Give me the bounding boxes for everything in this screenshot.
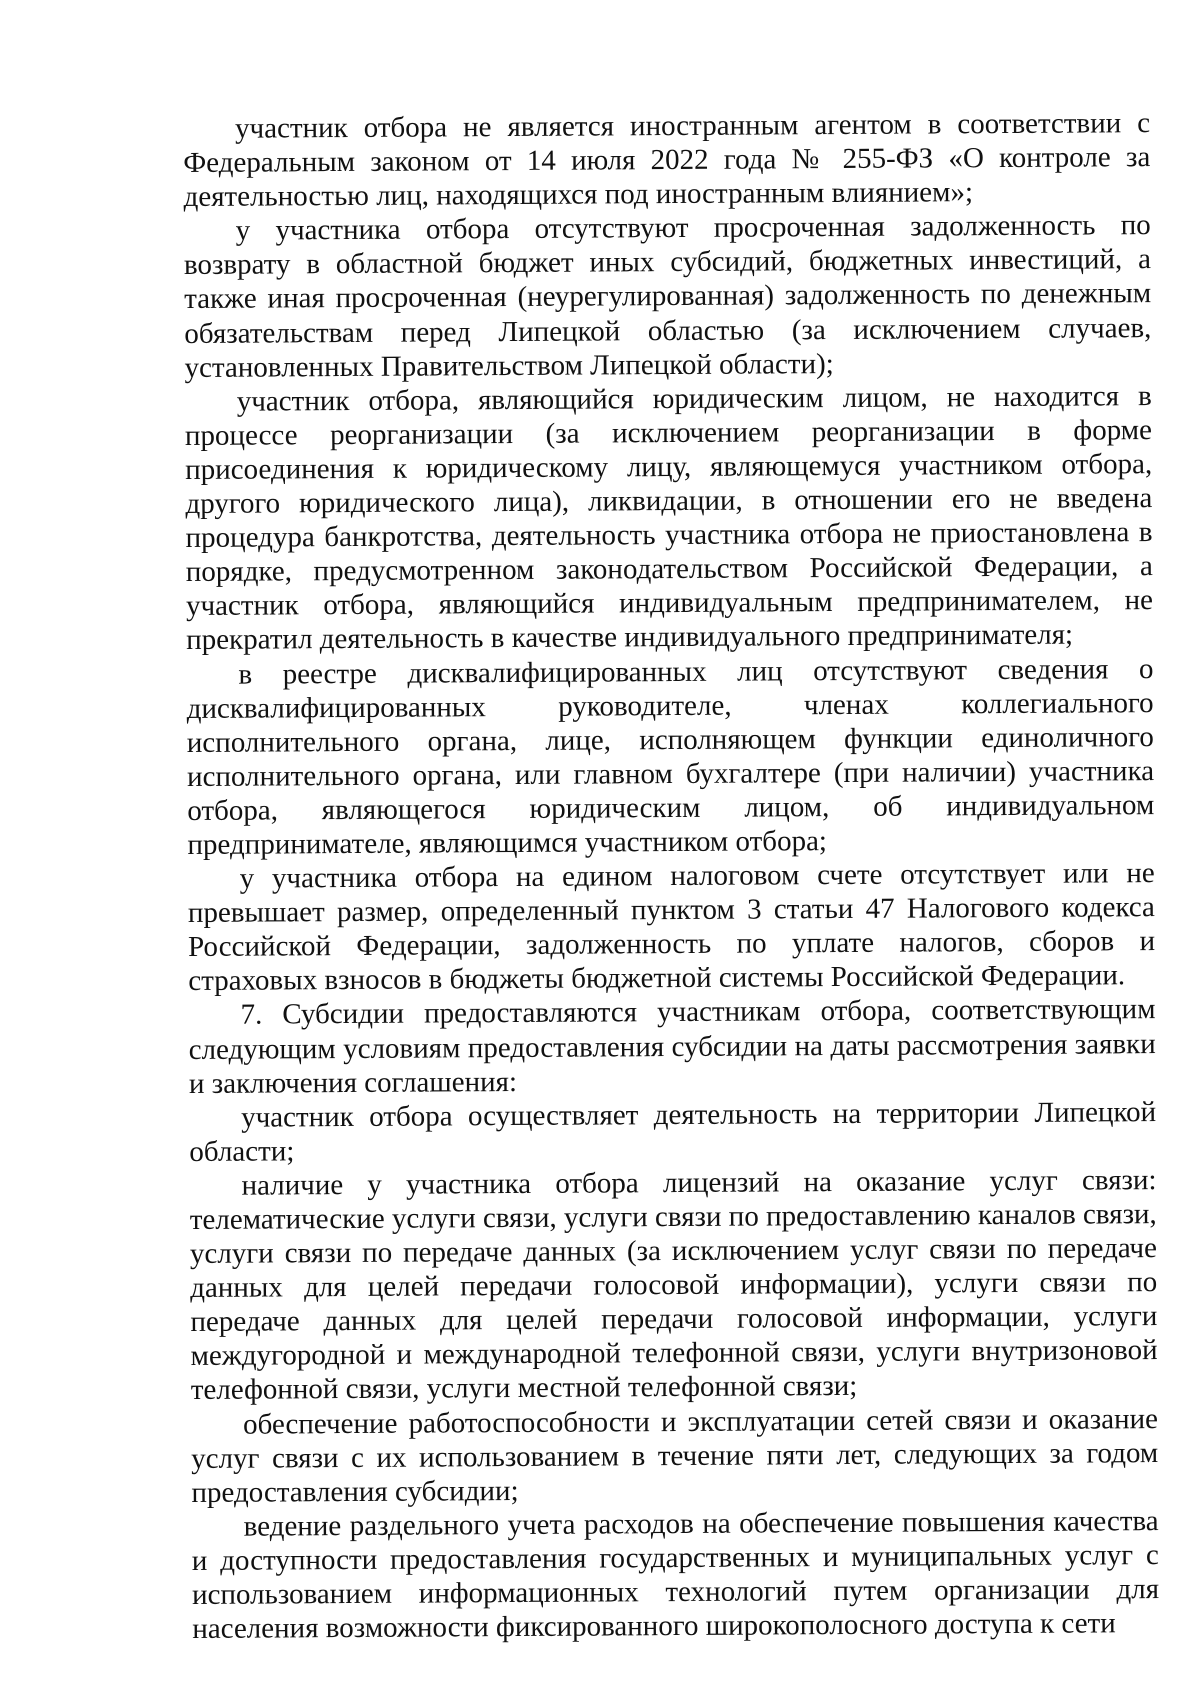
paragraph-disqualified-registry: в реестре дисквалифицированных лиц отсутствуют сведения о дисквалифицированных руководителе, членах коллегиального исполнительного органа, лице, исполняющем функции единоличного исполнительного органа, или главном бухгалтере (при наличии) участника отбора, являющегося юридическим лицом, об индивидуальном предпринимателе, являющимся участником отбора; bbox=[186, 652, 1155, 861]
document-page bbox=[183, 106, 1159, 1646]
paragraph-licenses: наличие у участника отбора лицензий на оказание услуг связи: телематические услуги связи, услуги связи по предоставлению каналов связи, услуги связи по передаче данных (за исключением услуг связи по передаче данных для целей передачи голосовой информации), услуги связи по передаче данных для целей передачи голосовой информации, услуги междугородной и международной телефонной связи, услуги внутризоновой телефонной связи, услуги местной телефонной связи; bbox=[189, 1163, 1158, 1407]
paragraph-legal-entity-status: участник отбора, являющийся юридическим лицом, не находится в процессе реорганизации (за исключением реорганизации в форме присоединения к юридическому лицу, являющемуся участником отбора, другого юридического лица), ликвидации, в отношении его не введена процедура банкротства, деятельность участника отбора не приостановлена в порядке, предусмотренном законодательством Российской Федерации, а участник отбора, являющийся индивидуальным предпринимателем, не прекратил деятельность в качестве индивидуального предпринимателя; bbox=[184, 379, 1154, 657]
paragraph-network-operation: обеспечение работоспособности и эксплуатации сетей связи и оказание услуг связи с их использованием в течение пяти лет, следующих за годом предоставления субсидии; bbox=[191, 1402, 1159, 1509]
paragraph-separate-accounting: ведение раздельного учета расходов на обеспечение повышения качества и доступности предоставления государственных и муниципальных услуг с использованием информационных технологий путем организации для населения возможности фиксированного широкополосного доступа к сети bbox=[191, 1504, 1160, 1646]
paragraph-tax-account: у участника отбора на едином налоговом счете отсутствует или не превышает размер, определенный пунктом 3 статьи 47 Налогового кодекса Российской Федерации, задолженность по уплате налогов, сборов и страховых взносов в бюджеты бюджетной системы Российской Федерации. bbox=[187, 857, 1156, 998]
paragraph-no-overdue-debt: у участника отбора отсутствуют просроченная задолженность по возврату в областной бюджет иных субсидий, бюджетных инвестиций, а также иная просроченная (неурегулированная) задолженность по денежным обязательствам перед Липецкой областью (за исключением случаев, установленных Правительством Липецкой области); bbox=[183, 209, 1152, 384]
paragraph-section-7: 7. Субсидии предоставляются участникам отбора, соответствующим следующим условиям предоставления субсидии на даты рассмотрения заявки и заключения соглашения: bbox=[188, 993, 1156, 1100]
paragraph-foreign-agent: участник отбора не является иностранным агентом в соответствии с Федеральным законом от 14 июля 2022 года № 255-ФЗ «О контроле за деятельностью лиц, находящихся под иностранным влиянием»; bbox=[183, 107, 1151, 214]
paragraph-lipetsk-activity: участник отбора осуществляет деятельность на территории Липецкой области; bbox=[189, 1095, 1157, 1168]
